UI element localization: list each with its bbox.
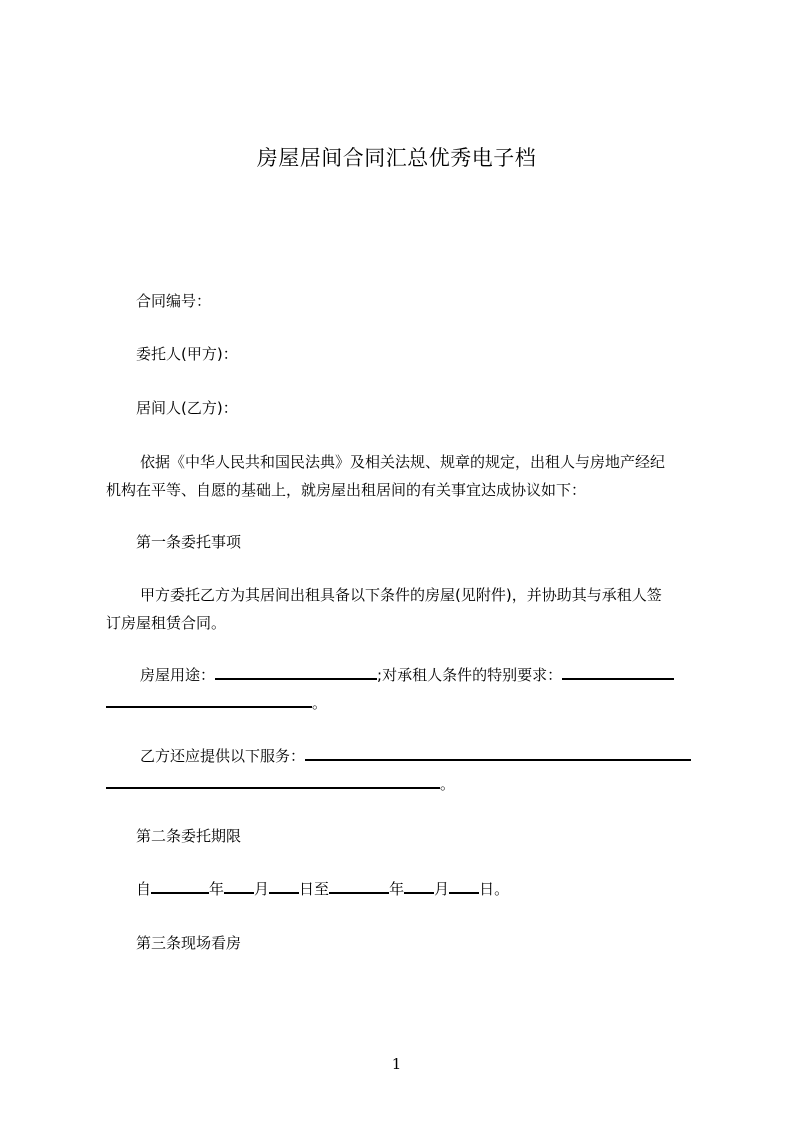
usage-line: [140, 665, 740, 685]
special-requirements-label: ;对承租人条件的特别要求：: [377, 666, 563, 684]
usage-blank: [215, 666, 377, 680]
date-range-line: [136, 879, 736, 899]
year-label: 年: [389, 880, 405, 898]
article-1-heading: 第一条委托事项: [136, 533, 242, 551]
document-title: 房屋居间合同汇总优秀电子档: [256, 146, 537, 170]
period-mark: 。: [312, 694, 328, 712]
end-year-blank: [329, 880, 389, 894]
start-month-blank: [224, 880, 254, 894]
services-blank: [305, 747, 691, 761]
end-day-blank: [449, 880, 479, 894]
day-end-label: 日。: [479, 880, 510, 898]
services-blank-continued: [106, 775, 440, 789]
intro-paragraph-line-2: 机构在平等、自愿的基础上，就房屋出租居间的有关事宜达成协议如下：: [106, 481, 587, 499]
article-3-heading: 第三条现场看房: [136, 934, 242, 952]
party-b-label: 居间人(乙方)：: [136, 399, 238, 417]
services-line: [140, 746, 740, 766]
article-2-heading: 第二条委托期限: [136, 827, 242, 845]
year-label: 年: [209, 880, 225, 898]
article-1-paragraph-line-2: 订房屋租赁合同。: [106, 614, 227, 632]
special-requirements-blank: [562, 666, 674, 680]
start-day-blank: [269, 880, 299, 894]
article-1-paragraph-line-1: 甲方委托乙方为其居间出租具备以下条件的房屋(见附件)，并协助其与承租人签: [140, 586, 662, 604]
page-number: 1: [391, 1055, 402, 1073]
date-from-label: 自: [136, 880, 152, 898]
day-to-label: 日至: [299, 880, 330, 898]
usage-line-continued: [106, 693, 706, 713]
intro-paragraph-line-1: 依据《中华人民共和国民法典》及相关法规、规章的规定，出租人与房地产经纪: [140, 453, 666, 471]
start-year-blank: [151, 880, 209, 894]
services-label: 乙方还应提供以下服务：: [140, 747, 306, 765]
period-mark: 。: [440, 775, 456, 793]
services-line-continued: [106, 774, 706, 794]
end-month-blank: [404, 880, 434, 894]
contract-number-label: 合同编号：: [136, 292, 212, 310]
special-requirements-blank-continued: [106, 694, 312, 708]
month-label: 月: [254, 880, 270, 898]
party-a-label: 委托人(甲方)：: [136, 345, 238, 363]
usage-label: 房屋用途：: [140, 666, 216, 684]
month-label: 月: [434, 880, 450, 898]
